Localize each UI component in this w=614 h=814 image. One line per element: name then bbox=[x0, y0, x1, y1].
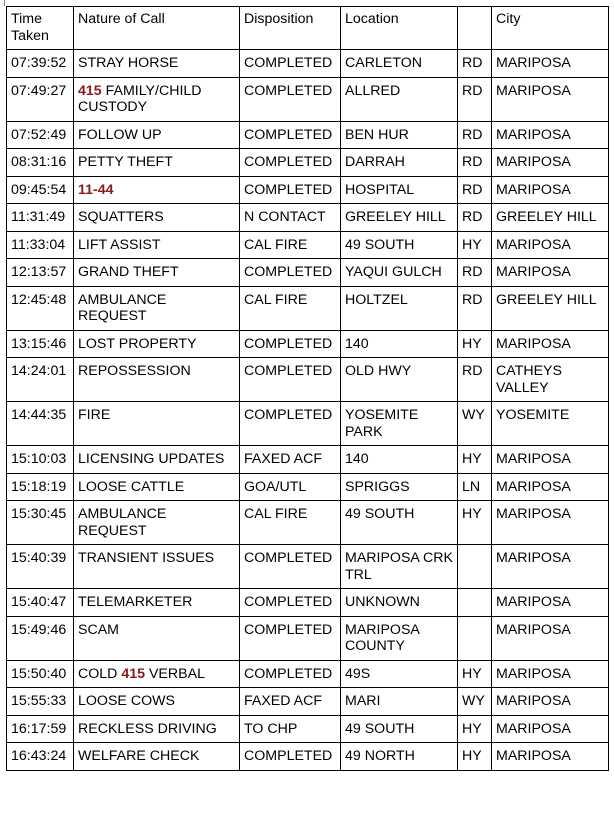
table-row bbox=[7, 688, 609, 716]
cell-city: MARIPOSA bbox=[492, 149, 609, 177]
cell-location: 49 SOUTH bbox=[341, 231, 458, 259]
cell-time: 16:43:24 bbox=[7, 743, 74, 771]
cell-suffix: LN bbox=[458, 473, 492, 501]
cell-suffix: RD bbox=[458, 259, 492, 287]
cell-nature bbox=[74, 77, 240, 121]
cell-disposition: COMPLETED bbox=[240, 121, 341, 149]
table-row bbox=[7, 77, 609, 121]
cell-time: 08:31:16 bbox=[7, 149, 74, 177]
header-disposition: Disposition bbox=[240, 7, 341, 50]
table-row bbox=[7, 545, 609, 589]
cell-location: OLD HWY bbox=[341, 358, 458, 402]
cell-location: GREELEY HILL bbox=[341, 204, 458, 232]
header-nature: Nature of Call bbox=[74, 7, 240, 50]
cell-location: MARIPOSA CRK TRL bbox=[341, 545, 458, 589]
cell-time: 16:17:59 bbox=[7, 715, 74, 743]
cell-disposition: COMPLETED bbox=[240, 77, 341, 121]
cell-time: 15:50:40 bbox=[7, 660, 74, 688]
call-text: LIFT ASSIST bbox=[78, 236, 161, 253]
cell-location: MARIPOSA COUNTY bbox=[341, 616, 458, 660]
cell-suffix bbox=[458, 545, 492, 589]
cell-time: 07:39:52 bbox=[7, 50, 74, 78]
call-text: REPOSSESSION bbox=[78, 363, 191, 379]
cell-suffix: HY bbox=[458, 743, 492, 771]
cell-city: MARIPOSA bbox=[492, 660, 609, 688]
cell-location: BEN HUR bbox=[341, 121, 458, 149]
cell-city: GREELEY HILL bbox=[492, 204, 609, 232]
cell-suffix: HY bbox=[458, 330, 492, 358]
cell-time: 07:49:27 bbox=[7, 77, 74, 121]
cell-location: 49 NORTH bbox=[341, 743, 458, 771]
call-code: 415 bbox=[121, 665, 146, 682]
table-row bbox=[7, 616, 609, 660]
cell-city: MARIPOSA bbox=[492, 77, 609, 121]
cell-nature bbox=[74, 616, 240, 660]
cell-location: MARI bbox=[341, 688, 458, 716]
cell-time: 15:40:47 bbox=[7, 589, 74, 617]
cell-suffix: RD bbox=[458, 50, 492, 78]
cell-city: MARIPOSA bbox=[492, 446, 609, 474]
cell-time: 15:40:39 bbox=[7, 545, 74, 589]
call-code: 415 bbox=[78, 82, 102, 99]
call-text: LICENSING UPDATES bbox=[78, 451, 225, 467]
call-text: LOST PROPERTY bbox=[78, 335, 197, 352]
cell-nature bbox=[74, 231, 240, 259]
cell-suffix bbox=[458, 589, 492, 617]
call-text: TRANSIENT ISSUES bbox=[78, 550, 215, 566]
cell-nature bbox=[74, 176, 240, 204]
cell-city: MARIPOSA bbox=[492, 688, 609, 716]
cell-city: MARIPOSA bbox=[492, 616, 609, 660]
table-row bbox=[7, 446, 609, 474]
cell-disposition: COMPLETED bbox=[240, 259, 341, 287]
header-time: Time Taken bbox=[7, 7, 74, 50]
cell-nature bbox=[74, 259, 240, 287]
cell-city: GREELEY HILL bbox=[492, 286, 609, 330]
cell-city: MARIPOSA bbox=[492, 545, 609, 589]
cell-disposition: COMPLETED bbox=[240, 616, 341, 660]
cell-nature bbox=[74, 121, 240, 149]
table-row bbox=[7, 204, 609, 232]
cell-location: SPRIGGS bbox=[341, 473, 458, 501]
table-row bbox=[7, 715, 609, 743]
header-suffix bbox=[458, 7, 492, 50]
cell-nature bbox=[74, 501, 240, 545]
call-text: VERBAL bbox=[145, 665, 205, 682]
cell-location: 49 SOUTH bbox=[341, 501, 458, 545]
table-row bbox=[7, 330, 609, 358]
table-row bbox=[7, 121, 609, 149]
cell-suffix: RD bbox=[458, 204, 492, 232]
call-log-body bbox=[7, 50, 609, 771]
cell-location: HOSPITAL bbox=[341, 176, 458, 204]
cell-time: 15:49:46 bbox=[7, 616, 74, 660]
cell-time: 07:52:49 bbox=[7, 121, 74, 149]
cell-time: 15:30:45 bbox=[7, 501, 74, 545]
cell-city: YOSEMITE bbox=[492, 402, 609, 446]
cell-nature bbox=[74, 473, 240, 501]
cell-city: MARIPOSA bbox=[492, 121, 609, 149]
cell-time: 09:45:54 bbox=[7, 176, 74, 204]
cell-time: 14:44:35 bbox=[7, 402, 74, 446]
cell-suffix bbox=[458, 616, 492, 660]
cell-location: 140 bbox=[341, 330, 458, 358]
cell-disposition: COMPLETED bbox=[240, 149, 341, 177]
cell-location: 140 bbox=[341, 446, 458, 474]
cell-suffix: HY bbox=[458, 715, 492, 743]
table-row bbox=[7, 589, 609, 617]
cell-disposition: COMPLETED bbox=[240, 545, 341, 589]
cell-city: MARIPOSA bbox=[492, 176, 609, 204]
cell-city: CATHEYS VALLEY bbox=[492, 358, 609, 402]
cell-city: MARIPOSA bbox=[492, 473, 609, 501]
cell-suffix: WY bbox=[458, 688, 492, 716]
cell-disposition: FAXED ACF bbox=[240, 446, 341, 474]
table-row bbox=[7, 259, 609, 287]
call-text: GRAND THEFT bbox=[78, 264, 179, 280]
cell-city: MARIPOSA bbox=[492, 50, 609, 78]
table-row bbox=[7, 50, 609, 78]
cell-time: 12:13:57 bbox=[7, 259, 74, 287]
call-text: SCAM bbox=[78, 621, 119, 638]
table-row bbox=[7, 501, 609, 545]
cell-location: YAQUI GULCH bbox=[341, 259, 458, 287]
cell-suffix: RD bbox=[458, 358, 492, 402]
cell-nature bbox=[74, 204, 240, 232]
call-text: TELEMARKETER bbox=[78, 594, 193, 610]
cell-city: MARIPOSA bbox=[492, 231, 609, 259]
cell-nature bbox=[74, 50, 240, 78]
cursor-mark bbox=[4, 0, 5, 6]
cell-disposition: COMPLETED bbox=[240, 330, 341, 358]
cell-location: HOLTZEL bbox=[341, 286, 458, 330]
cell-nature bbox=[74, 688, 240, 716]
cell-suffix: RD bbox=[458, 286, 492, 330]
cell-time: 15:18:19 bbox=[7, 473, 74, 501]
cell-disposition: COMPLETED bbox=[240, 176, 341, 204]
call-text: FAMILY/CHILD CUSTODY bbox=[78, 82, 202, 115]
table-row bbox=[7, 358, 609, 402]
cell-disposition: COMPLETED bbox=[240, 402, 341, 446]
cell-suffix: HY bbox=[458, 446, 492, 474]
header-city: City bbox=[492, 7, 609, 50]
cell-location: 49 SOUTH bbox=[341, 715, 458, 743]
cell-disposition: N CONTACT bbox=[240, 204, 341, 232]
cell-suffix: HY bbox=[458, 660, 492, 688]
cell-time: 14:24:01 bbox=[7, 358, 74, 402]
cell-nature bbox=[74, 286, 240, 330]
call-text: FOLLOW UP bbox=[78, 126, 162, 143]
cell-nature bbox=[74, 715, 240, 743]
cell-disposition: COMPLETED bbox=[240, 358, 341, 402]
cell-location: 49S bbox=[341, 660, 458, 688]
cell-disposition: COMPLETED bbox=[240, 660, 341, 688]
cell-time: 13:15:46 bbox=[7, 330, 74, 358]
cell-city: MARIPOSA bbox=[492, 743, 609, 771]
cell-disposition: TO CHP bbox=[240, 715, 341, 743]
call-text: WELFARE CHECK bbox=[78, 748, 200, 764]
call-log-table bbox=[6, 6, 609, 771]
table-row bbox=[7, 149, 609, 177]
cell-suffix: HY bbox=[458, 501, 492, 545]
cell-disposition: CAL FIRE bbox=[240, 231, 341, 259]
call-text: SQUATTERS bbox=[78, 209, 164, 225]
cell-city: MARIPOSA bbox=[492, 330, 609, 358]
cell-nature bbox=[74, 446, 240, 474]
cell-location: YOSEMITE PARK bbox=[341, 402, 458, 446]
call-text: RECKLESS DRIVING bbox=[78, 720, 217, 737]
cell-suffix: RD bbox=[458, 176, 492, 204]
table-row bbox=[7, 286, 609, 330]
cell-nature bbox=[74, 589, 240, 617]
cell-location: CARLETON bbox=[341, 50, 458, 78]
cell-nature bbox=[74, 545, 240, 589]
cell-nature bbox=[74, 743, 240, 771]
cell-disposition: FAXED ACF bbox=[240, 688, 341, 716]
cell-nature bbox=[74, 358, 240, 402]
cell-suffix: WY bbox=[458, 402, 492, 446]
cell-disposition: COMPLETED bbox=[240, 50, 341, 78]
call-code: 11-44 bbox=[78, 181, 114, 198]
call-text: LOOSE CATTLE bbox=[78, 478, 185, 495]
header-location: Location bbox=[341, 7, 458, 50]
cell-suffix: RD bbox=[458, 149, 492, 177]
table-row bbox=[7, 176, 609, 204]
table-row bbox=[7, 402, 609, 446]
cell-city: MARIPOSA bbox=[492, 715, 609, 743]
call-text: AMBULANCE REQUEST bbox=[78, 506, 167, 539]
cell-city: MARIPOSA bbox=[492, 589, 609, 617]
cell-time: 15:55:33 bbox=[7, 688, 74, 716]
table-row bbox=[7, 660, 609, 688]
call-text: LOOSE COWS bbox=[78, 693, 175, 709]
cell-nature bbox=[74, 330, 240, 358]
cell-disposition: CAL FIRE bbox=[240, 501, 341, 545]
cell-disposition: GOA/UTL bbox=[240, 473, 341, 501]
cell-time: 11:33:04 bbox=[7, 231, 74, 259]
call-text: FIRE bbox=[78, 407, 111, 423]
cell-city: MARIPOSA bbox=[492, 501, 609, 545]
table-row bbox=[7, 231, 609, 259]
cell-time: 11:31:49 bbox=[7, 204, 74, 232]
cell-city: MARIPOSA bbox=[492, 259, 609, 287]
table-row bbox=[7, 743, 609, 771]
call-text: PETTY THEFT bbox=[78, 154, 173, 170]
cell-disposition: COMPLETED bbox=[240, 743, 341, 771]
call-text: STRAY HORSE bbox=[78, 55, 179, 71]
cell-suffix: RD bbox=[458, 77, 492, 121]
cell-disposition: CAL FIRE bbox=[240, 286, 341, 330]
cell-suffix: RD bbox=[458, 121, 492, 149]
cell-time: 12:45:48 bbox=[7, 286, 74, 330]
cell-suffix: HY bbox=[458, 231, 492, 259]
header-row bbox=[7, 7, 609, 50]
call-text: COLD bbox=[78, 665, 122, 682]
cell-disposition: COMPLETED bbox=[240, 589, 341, 617]
cell-time: 15:10:03 bbox=[7, 446, 74, 474]
table-row bbox=[7, 473, 609, 501]
call-text: AMBULANCE REQUEST bbox=[78, 291, 167, 324]
cell-nature bbox=[74, 149, 240, 177]
cell-nature bbox=[74, 660, 240, 688]
cell-location: DARRAH bbox=[341, 149, 458, 177]
cell-location: ALLRED bbox=[341, 77, 458, 121]
cell-nature bbox=[74, 402, 240, 446]
cell-location: UNKNOWN bbox=[341, 589, 458, 617]
